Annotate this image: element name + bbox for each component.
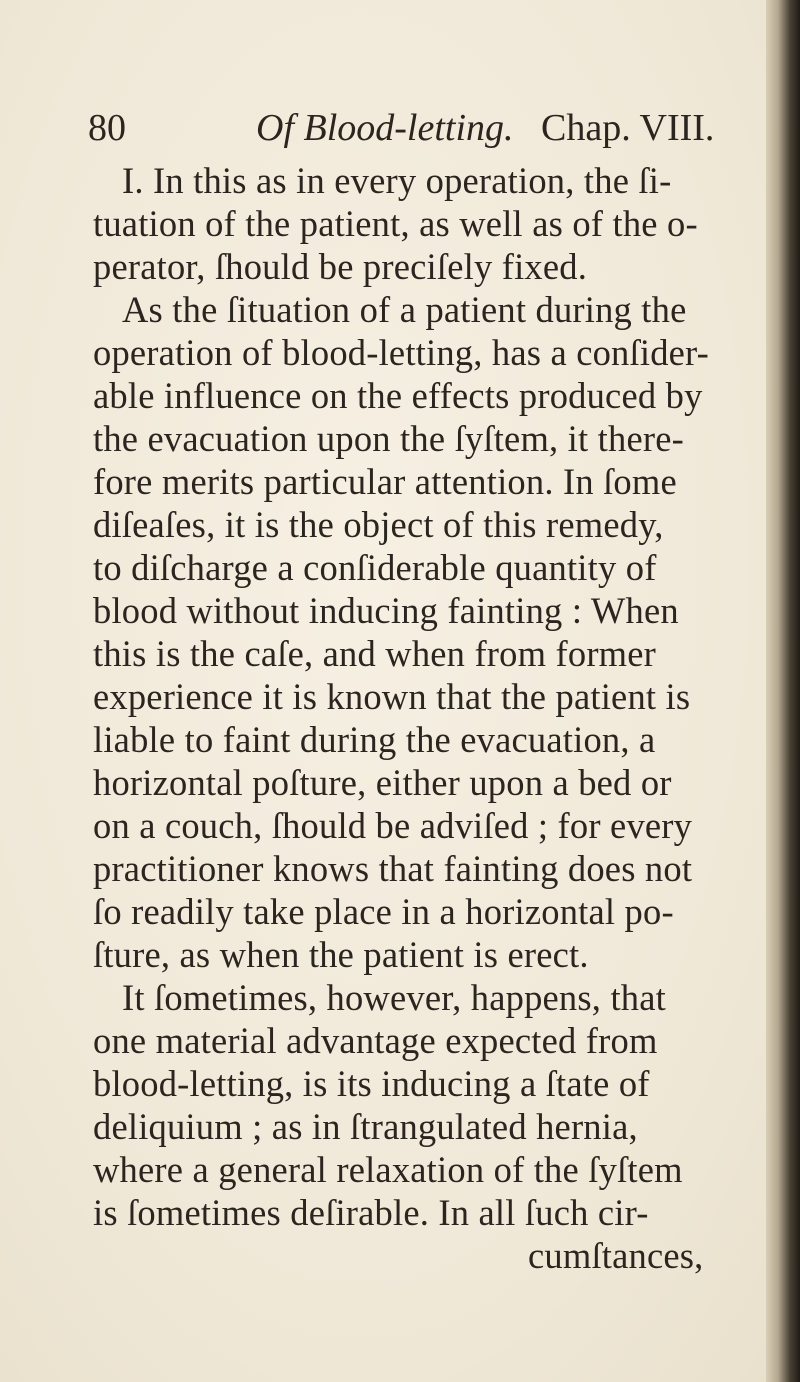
text-line: on a couch, ſhould be adviſed ; for every — [93, 805, 693, 846]
text-line: experience it is known that the patient is — [93, 676, 691, 717]
page-header — [88, 100, 768, 156]
text-line: As the ſituation of a patient during the — [122, 289, 687, 330]
text-line: is ſometimes deſirable. In all ſuch cir- — [93, 1192, 649, 1233]
catchword: cumſtances, — [528, 1235, 704, 1276]
text-line: liable to faint during the evacuation, a — [93, 719, 656, 760]
text-line: blood without inducing fainting : When — [93, 590, 679, 631]
text-line: the evacuation upon the ſyſtem, it there- — [93, 418, 684, 459]
page-number: 80 — [88, 107, 126, 149]
text-line: where a general relaxation of the ſyſtem — [93, 1149, 683, 1190]
text-line: diſeaſes, it is the object of this remedy, — [93, 504, 664, 545]
text-line: I. In this as in every operation, the ſi- — [122, 160, 672, 201]
page-binding-edge — [766, 0, 800, 1382]
running-title: Of Blood-letting. — [256, 107, 514, 149]
text-line: fore merits particular attention. In ſome — [93, 461, 677, 502]
text-line: able influence on the effects produced by — [93, 375, 703, 416]
text-line: deliquium ; as in ſtrangulated hernia, — [93, 1106, 638, 1147]
text-line: blood-letting, is its inducing a ſtate of — [93, 1063, 650, 1104]
text-line: It ſometimes, however, happens, that — [122, 977, 666, 1018]
text-line: practitioner knows that fainting does not — [93, 848, 693, 889]
text-line: horizontal poſture, either upon a bed or — [93, 762, 672, 803]
text-line: one material advantage expected from — [93, 1020, 658, 1061]
text-line: operation of blood-letting, has a conſider- — [93, 332, 710, 373]
text-line: ſo readily take place in a horizontal po- — [93, 891, 674, 932]
text-line: tuation of the patient, as well as of the o- — [93, 203, 698, 244]
text-line: perator, ſhould be preciſely fixed. — [93, 246, 588, 287]
chapter-label: Chap. VIII. — [541, 107, 715, 149]
text-line: this is the caſe, and when from former — [93, 633, 657, 674]
text-line: to diſcharge a conſiderable quantity of — [93, 547, 657, 588]
text-line: ſture, as when the patient is erect. — [93, 934, 589, 975]
